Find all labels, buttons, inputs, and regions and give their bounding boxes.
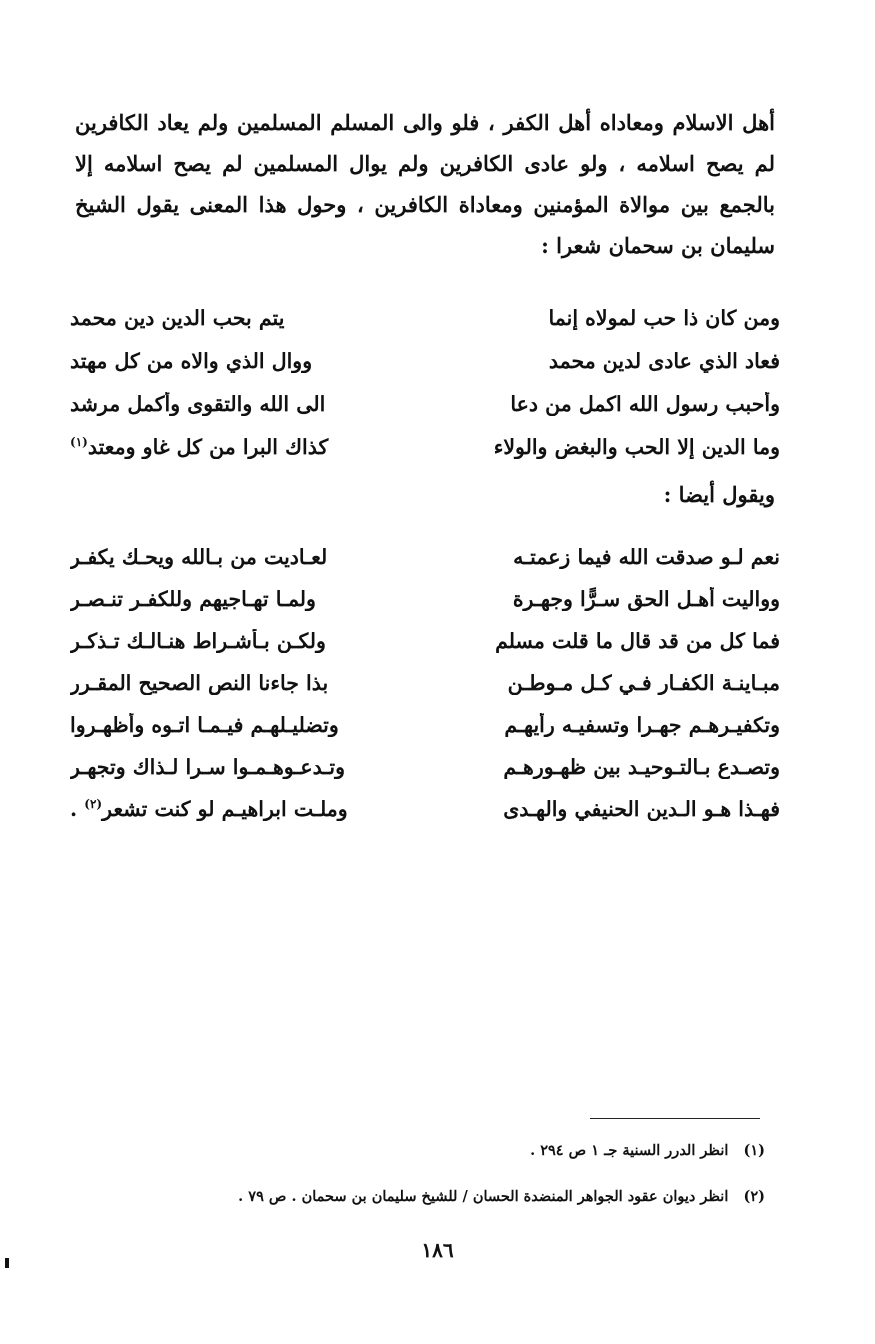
scan-edge-mark [5,1258,9,1268]
hemistich-first: مبـاينـة الكفـار فـي كـل مـوطـن [507,671,780,695]
hemistich-first: وتكفيـرهـم جهـرا وتسفيـه رأيهـم [504,713,780,737]
footnote-item [110,1174,765,1220]
hemistich-first: وتصـدع بـالتـوحيـد بين ظهـورهـم [503,755,780,779]
hemistich-second: لعـاديت من بـالله ويحـك يكفـر [70,545,328,569]
hemistich-text: وملـت ابراهيـم لو كنت تشعر [102,797,348,821]
hemistich-second: الى الله والتقوى وأكمل مرشد [70,391,326,416]
hemistich-first: نعم لـو صدقت الله فيما زعمتـه [513,545,780,569]
hemistich-second: بذا جاءنا النص الصحيح المقـرر [70,671,329,695]
poem-1-couplet [70,339,780,382]
poem-1-couplet [70,382,780,425]
footnote-marker: (٢) [84,797,103,812]
hemistich-second: ووال الذي والاه من كل مهتد [70,348,313,373]
poem-1-couplet [70,425,780,468]
poem-1-couplet [70,296,780,339]
footnote-number: (٢) [743,1188,765,1205]
hemistich-first: فهـذا هـو الـدين الحنيفي والهـدى [503,797,780,821]
footnote-item [110,1128,765,1174]
footnotes [110,1128,765,1220]
page-number: ١٨٦ [421,1238,454,1262]
hemistich-text: كذاك البرا من كل غاو ومعتد [87,434,329,459]
footnote-text: انظر ديوان عقود الجواهر المنضدة الحسان / للشيخ سليمان بن سحمان . ص ٧٩ . [238,1188,729,1205]
hemistich-second: وتـدعـوهـمـوا سـرا لـذاك وتجهـر [70,755,345,779]
hemistich-first: وأحبب رسول الله اكمل من دعا [510,391,780,416]
poem-1 [70,296,780,468]
footnote-number: (١) [743,1142,765,1159]
poem-2 [70,536,780,830]
hemistich-second: ولمـا تهـاجيهم وللكفـر تنـصـر [70,587,316,611]
hemistich-tail: . [70,797,85,821]
hemistich-second [70,435,405,459]
poem-2-intro: ويقول أيضا : [663,482,775,507]
prose-text: أهل الاسلام ومعاداه أهل الكفر ، فلو والى المسلم المسلمين ولم يعاد الكافرين لم يصح اسلامه ، ولو عادى الكافرين ولم يوال المسلمين لم يصح اسلامه إلا بالجمع بين موالاة المؤمنين ومعاداة الكافرين ، وحول هذا المعنى يقول الشيخ سليمان بن سحمان شعرا : [75,110,775,258]
hemistich-second: ولكـن بـأشـراط هنـالـك تـذكـر [70,629,326,653]
footnote-text: انظر الدرر السنية جـ ١ ص ٢٩٤ . [530,1142,729,1159]
hemistich-first: وما الدين إلا الحب والبغض والولاء [493,434,780,459]
hemistich-second: وتضليـلهـم فيـمـا اتـوه وأظهـروا [70,713,339,737]
poem-2-couplet [70,536,780,578]
poem-2-couplet [70,620,780,662]
hemistich-second [70,797,405,821]
poem-2-couplet [70,578,780,620]
footnote-marker: (١) [70,434,88,449]
poem-2-couplet [70,746,780,788]
prose-paragraph [75,102,775,266]
poem-2-couplet [70,788,780,830]
hemistich-first: ومن كان ذا حب لمولاه إنما [548,305,780,330]
poem-2-couplet [70,704,780,746]
poem-2-couplet [70,662,780,704]
hemistich-first: فما كل من قد قال ما قلت مسلم [495,629,780,653]
footnote-separator [590,1118,760,1119]
hemistich-first: وواليت أهـل الحق سـرًّا وجهـرة [512,587,780,611]
hemistich-second: يتم بحب الدين دين محمد [70,305,285,330]
hemistich-first: فعاد الذي عادى لدين محمد [548,348,780,373]
